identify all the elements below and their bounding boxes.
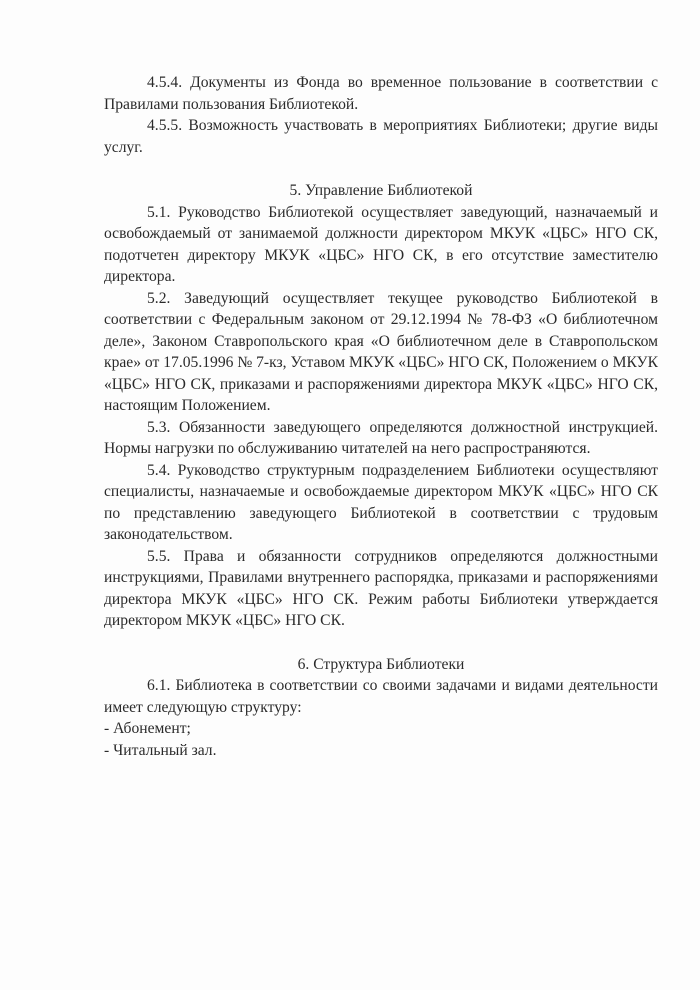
clause-6-1: 6.1. Библиотека в соответствии со своими задачами и видами деятельности имеет следующую структуру: [104,677,658,716]
clause-4-5-4: 4.5.4. Документы из Фонда во временное пользование в соответствии с Правилами пользования Библиотекой. [104,74,658,113]
section-5-heading: 5. Управление Библиотекой [289,182,473,199]
clause-5-4: 5.4. Руководство структурным подразделением Библиотеки осуществляют специалисты, назначаемые и освобождаемые директором МКУК «ЦБС» НГО СК по представлению заведующего Библиотекой в соответствии с трудовым законодательством. [104,461,658,543]
clause-5-1: 5.1. Руководство Библиотекой осуществляет заведующий, назначаемый и освобождаемый от занимаемой должности директором МКУК «ЦБС» НГО СК, подотчетен директору МКУК «ЦБС» НГО СК, в его отсутствие заместителю директора. [104,203,658,285]
clause-4-5-5: 4.5.5. Возможность участвовать в мероприятиях Библиотеки; другие виды услуг. [104,117,658,156]
clause-5-2: 5.2. Заведующий осуществляет текущее руководство Библиотекой в соответствии с Федеральным законом от 29.12.1994 № 78-ФЗ «О библиотечном деле», Законом Ставропольского края «О библиотечном деле в Ставропольском крае» от 17.05.1996 № 7-кз, Уставом МКУК «ЦБС» НГО СК, Положением о МКУК «ЦБС» НГО СК, приказами и распоряжениями директора МКУК «ЦБС» НГО СК, настоящим Положением. [104,289,658,414]
document-body [104,72,658,761]
clause-5-5: 5.5. Права и обязанности сотрудников определяются должностными инструкциями, Правилами внутреннего распорядка, приказами и распоряжениями директора МКУК «ЦБС» НГО СК. Режим работы Библиотеки утверждается директором МКУК «ЦБС» НГО СК. [104,547,658,629]
spacer [104,632,658,654]
list-item-abonement: - Абонемент; [104,720,191,737]
spacer [104,158,658,180]
clause-5-3: 5.3. Обязанности заведующего определяются должностной инструкцией. Нормы нагрузки по обслуживанию читателей на него распространяются. [104,418,658,457]
list-item-reading-room: - Читальный зал. [104,741,217,759]
section-6-heading: 6. Структура Библиотеки [297,655,465,673]
